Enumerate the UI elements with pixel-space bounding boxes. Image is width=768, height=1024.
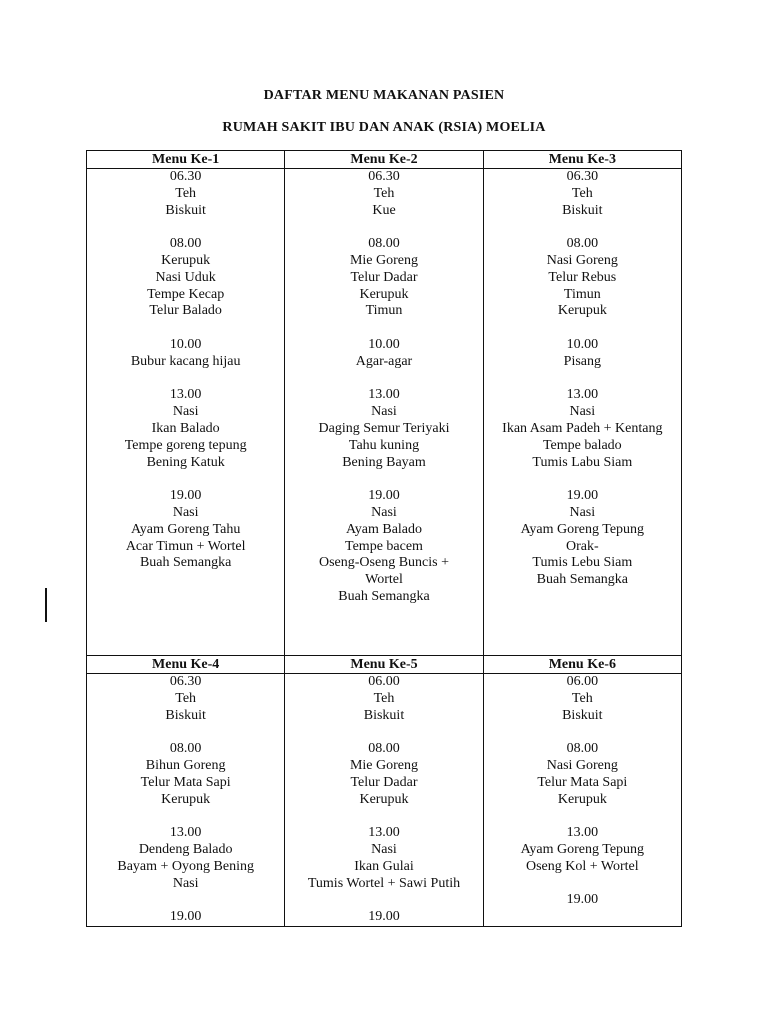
meal-time: 08.00 xyxy=(169,741,202,757)
meal-block xyxy=(87,741,284,808)
meal-item: Agar-agar xyxy=(355,353,413,369)
meal-time: 13.00 xyxy=(566,387,599,403)
menu-header: Menu Ke-6 xyxy=(483,656,681,674)
meal-time: 10.00 xyxy=(169,336,202,352)
meal-item: Kerupuk xyxy=(161,252,211,268)
meal-item: Ayam Goreng Tahu xyxy=(130,521,241,537)
meal-block xyxy=(87,337,284,371)
meal-item: Telur Dadar xyxy=(350,774,418,790)
meal-item: Orak- xyxy=(566,538,599,554)
meal-item: Teh xyxy=(571,185,593,201)
menu-header: Menu Ke-2 xyxy=(285,151,483,169)
meal-item: Nasi Goreng xyxy=(546,252,618,268)
meal-item: Bayam + Oyong Bening xyxy=(117,858,254,874)
menu-cell xyxy=(285,169,483,656)
meal-block xyxy=(285,169,482,219)
menu-cell xyxy=(483,674,681,927)
meal-time: 19.00 xyxy=(566,892,599,908)
meal-item: Ikan Gulai xyxy=(354,858,414,874)
menu-header-row xyxy=(87,151,682,169)
meal-item: Telur Rebus xyxy=(548,269,617,285)
meal-item: Bubur kacang hijau xyxy=(130,353,241,369)
meal-item: Nasi Uduk xyxy=(155,269,216,285)
page-title: DAFTAR MENU MAKANAN PASIEN xyxy=(263,88,505,103)
meal-item: Oseng-Oseng Buncis + xyxy=(318,555,449,571)
meal-time: 06.30 xyxy=(566,169,599,184)
meal-block xyxy=(285,337,482,371)
meal-item: Acar Timun + Wortel xyxy=(125,538,246,554)
meal-time: 19.00 xyxy=(169,488,202,504)
meal-block xyxy=(87,488,284,572)
meal-item: Nasi xyxy=(371,504,397,520)
menu-header: Menu Ke-1 xyxy=(87,151,285,169)
meal-block xyxy=(484,825,681,875)
meal-time: 08.00 xyxy=(169,236,202,252)
meal-block xyxy=(87,387,284,471)
meal-item: Biskuit xyxy=(165,707,206,723)
meal-item: Mie Goreng xyxy=(349,757,419,773)
meal-item: Tempe goreng tepung xyxy=(124,437,247,453)
meal-block xyxy=(285,674,482,724)
meal-block xyxy=(484,488,681,589)
menu-header: Menu Ke-5 xyxy=(285,656,483,674)
meal-item: Tumis Labu Siam xyxy=(532,454,633,470)
meal-item: Kerupuk xyxy=(557,791,607,807)
meal-item: Teh xyxy=(571,690,593,706)
meal-item: Nasi xyxy=(172,504,199,520)
menu-cell xyxy=(483,169,681,656)
meal-item: Nasi xyxy=(569,404,596,420)
meal-item: Telur Dadar xyxy=(350,269,418,285)
meal-block xyxy=(87,909,284,926)
meal-time: 19.00 xyxy=(368,909,400,925)
meal-item: Tumis Wortel + Sawi Putih xyxy=(307,875,461,891)
meal-item: Telur Balado xyxy=(149,303,222,319)
meal-item: Nasi xyxy=(371,404,397,420)
meal-item: Nasi xyxy=(569,504,596,520)
meal-item: Kue xyxy=(372,202,396,218)
meal-item: Telur Mata Sapi xyxy=(140,774,231,790)
meal-time: 06.00 xyxy=(566,674,599,689)
meal-block xyxy=(87,674,284,724)
meal-time: 13.00 xyxy=(566,825,599,841)
meal-time: 13.00 xyxy=(368,825,400,841)
meal-item: Pisang xyxy=(563,353,601,369)
meal-item: Nasi Goreng xyxy=(546,757,618,773)
meal-block xyxy=(285,236,482,320)
meal-item: Teh xyxy=(373,185,395,201)
meal-time: 06.00 xyxy=(368,674,400,689)
meal-item: Dendeng Balado xyxy=(138,841,233,857)
meal-block xyxy=(285,741,482,808)
meal-block xyxy=(484,169,681,219)
meal-time: 06.30 xyxy=(169,674,202,689)
menu-body-row xyxy=(87,169,682,656)
meal-block xyxy=(285,387,482,471)
meal-item: Wortel xyxy=(365,572,403,588)
meal-item: Teh xyxy=(175,185,197,201)
meal-item: Nasi xyxy=(172,404,199,420)
meal-item: Timun xyxy=(365,303,403,319)
meal-item: Bening Bayam xyxy=(342,454,426,470)
meal-item: Tempe balado xyxy=(542,437,622,453)
meal-item: Ayam Goreng Tepung xyxy=(520,841,645,857)
meal-item: Tumis Lebu Siam xyxy=(532,555,633,571)
menu-cell xyxy=(285,674,483,927)
meal-item: Tempe Kecap xyxy=(147,286,225,302)
meal-item: Ikan Asam Padeh + Kentang xyxy=(502,420,663,436)
meal-block xyxy=(484,337,681,371)
meal-item: Timun xyxy=(563,286,601,302)
meal-block xyxy=(87,825,284,892)
meal-item: Teh xyxy=(175,690,197,706)
meal-block xyxy=(285,825,482,892)
meal-item: Biskuit xyxy=(165,202,206,218)
meal-item: Telur Mata Sapi xyxy=(537,774,628,790)
meal-item: Daging Semur Teriyaki xyxy=(318,420,450,436)
meal-item: Mie Goreng xyxy=(349,252,419,268)
menu-header: Menu Ke-3 xyxy=(483,151,681,169)
meal-item: Kerupuk xyxy=(557,303,607,319)
meal-item: Ikan Balado xyxy=(151,420,220,436)
meal-block xyxy=(87,236,284,320)
menu-header: Menu Ke-4 xyxy=(87,656,285,674)
meal-time: 08.00 xyxy=(368,741,400,757)
meal-time: 13.00 xyxy=(169,387,202,403)
meal-time: 08.00 xyxy=(566,741,599,757)
meal-time: 08.00 xyxy=(368,236,400,252)
meal-time: 19.00 xyxy=(169,909,202,925)
meal-item: Teh xyxy=(373,690,395,706)
meal-time: 10.00 xyxy=(566,336,599,352)
meal-block xyxy=(484,892,681,909)
meal-time: 13.00 xyxy=(368,387,400,403)
meal-item: Biskuit xyxy=(562,707,603,723)
meal-item: Biskuit xyxy=(562,202,603,218)
meal-item: Tempe bacem xyxy=(345,538,423,554)
meal-item: Biskuit xyxy=(363,707,405,723)
meal-time: 06.30 xyxy=(169,169,202,184)
meal-item: Buah Semangka xyxy=(536,572,629,588)
meal-block xyxy=(285,909,482,926)
meal-time: 13.00 xyxy=(169,825,202,841)
meal-item: Ayam Balado xyxy=(345,521,423,537)
meal-item: Nasi xyxy=(172,875,199,891)
meal-block xyxy=(87,169,284,219)
meal-item: Buah Semangka xyxy=(338,588,430,604)
page-subtitle: RUMAH SAKIT IBU DAN ANAK (RSIA) MOELIA xyxy=(222,120,546,135)
menu-header-row xyxy=(87,656,682,674)
meal-time: 06.30 xyxy=(368,169,400,184)
menu-table-2 xyxy=(86,655,682,927)
meal-time: 19.00 xyxy=(368,488,400,504)
menu-body-row xyxy=(87,674,682,927)
menu-cell xyxy=(87,169,285,656)
meal-item: Ayam Goreng Tepung xyxy=(520,521,645,537)
meal-item: Oseng Kol + Wortel xyxy=(525,858,639,874)
meal-block xyxy=(484,236,681,320)
meal-block xyxy=(285,488,482,606)
meal-item: Tahu kuning xyxy=(348,437,420,453)
meal-item: Bening Katuk xyxy=(146,454,225,470)
meal-time: 10.00 xyxy=(368,336,400,352)
text-cursor xyxy=(45,588,47,622)
meal-time: 19.00 xyxy=(566,488,599,504)
menu-table-1 xyxy=(86,150,682,656)
meal-item: Bihun Goreng xyxy=(145,757,226,773)
meal-item: Kerupuk xyxy=(359,286,409,302)
meal-block xyxy=(484,387,681,471)
meal-item: Kerupuk xyxy=(161,791,211,807)
meal-item: Kerupuk xyxy=(359,791,409,807)
menu-cell xyxy=(87,674,285,927)
meal-item: Buah Semangka xyxy=(139,555,232,571)
meal-block xyxy=(484,741,681,808)
meal-block xyxy=(484,674,681,724)
meal-item: Nasi xyxy=(371,841,397,857)
meal-time: 08.00 xyxy=(566,236,599,252)
